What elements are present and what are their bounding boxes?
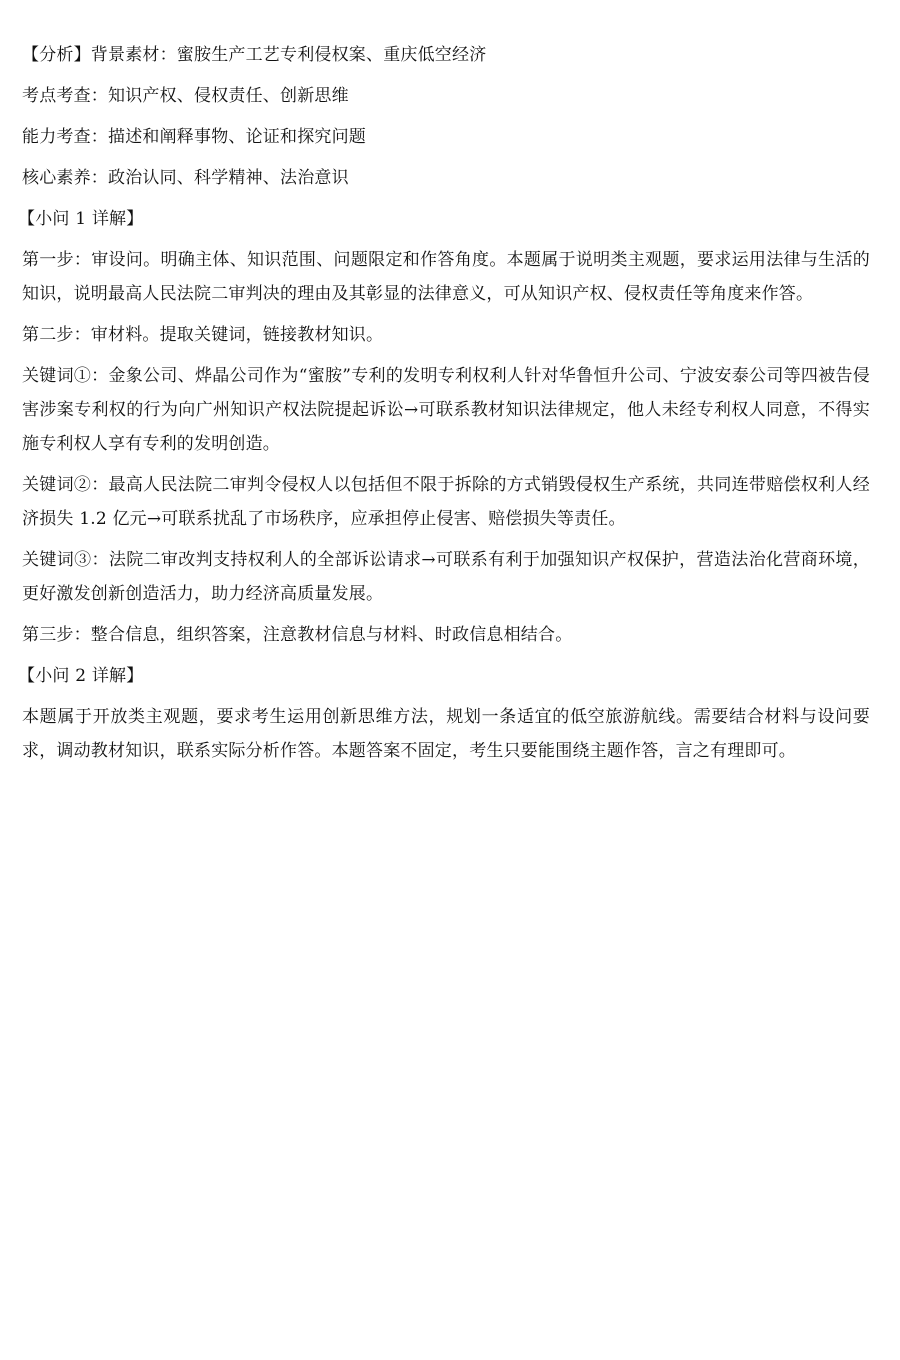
analysis-core-literacy: 核心素养：政治认同、科学精神、法治意识: [22, 168, 349, 188]
question-1-keyword-3: 关键词③：法院二审改判支持权利人的全部诉讼请求→可联系有利于加强知识产权保护，营造法治化营商环境，更好激发创新创造活力，助力经济高质量发展。: [22, 550, 870, 604]
question-1-step-3: 第三步：整合信息，组织答案，注意教材信息与材料、时政信息相结合。: [22, 625, 573, 645]
question-2-body: 本题属于开放类主观题，要求考生运用创新思维方法，规划一条适宜的低空旅游航线。需要结合材料与设问要求，调动教材知识，联系实际分析作答。本题答案不固定，考生只要能围绕主题作答，言之有理即可。: [22, 707, 870, 761]
question-1-heading: 【小问 1 详解】: [18, 209, 144, 229]
question-1-keyword-2: 关键词②：最高人民法院二审判令侵权人以包括但不限于拆除的方式销毁侵权生产系统，共同连带赔偿权利人经济损失 1.2 亿元→可联系扰乱了市场秩序，应承担停止侵害、赔偿损失等责任。: [22, 475, 870, 529]
analysis-background: 【分析】背景素材：蜜胺生产工艺专利侵权案、重庆低空经济: [22, 45, 487, 65]
question-1-keyword-1: 关键词①：金象公司、烨晶公司作为“蜜胺”专利的发明专利权利人针对华鲁恒升公司、宁波安泰公司等四被告侵害涉案专利权的行为向广州知识产权法院提起诉讼→可联系教材知识法律规定，他人未经专利权人同意，不得实施专利权人享有专利的发明创造。: [22, 366, 870, 454]
question-1-step-2: 第二步：审材料。提取关键词，链接教材知识。: [22, 325, 384, 345]
document-page: [18, 38, 870, 775]
question-1-step-1: 第一步：审设问。明确主体、知识范围、问题限定和作答角度。本题属于说明类主观题，要求运用法律与生活的知识，说明最高人民法院二审判决的理由及其彰显的法律意义，可从知识产权、侵权责任等角度来作答。: [22, 250, 870, 304]
analysis-ability: 能力考查：描述和阐释事物、论证和探究问题: [22, 127, 366, 147]
analysis-knowledge-points: 考点考查：知识产权、侵权责任、创新思维: [22, 86, 349, 106]
question-2-heading: 【小问 2 详解】: [18, 666, 144, 686]
